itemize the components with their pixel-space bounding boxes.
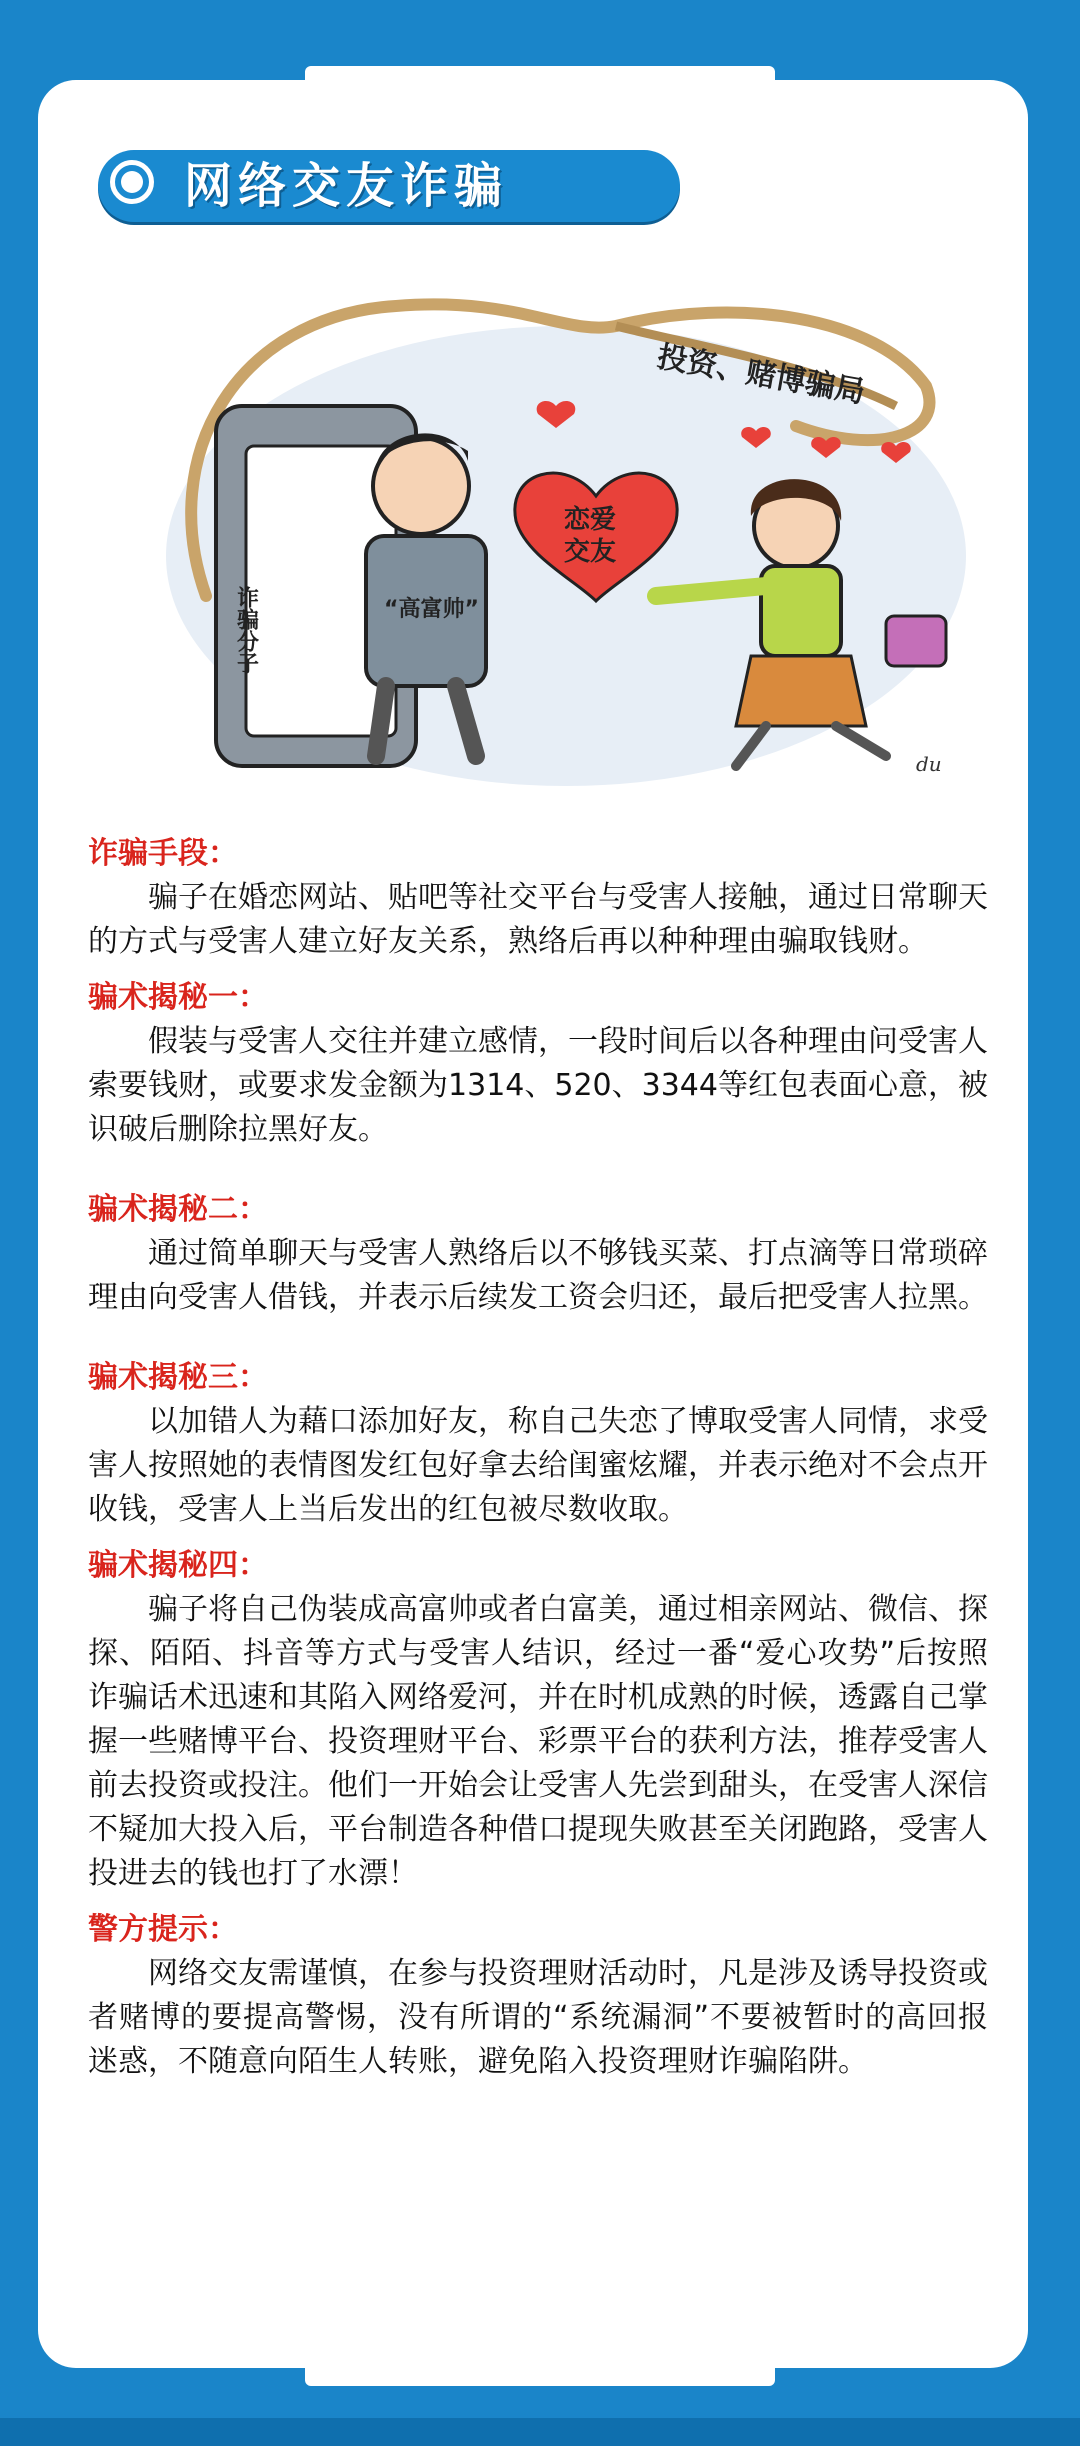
section-heading-police-tip: 警方提示： bbox=[88, 1912, 238, 1947]
cartoon-illustration bbox=[96, 256, 970, 786]
section-heading-methods: 诈骗手段： bbox=[88, 836, 238, 871]
woman-arm bbox=[656, 586, 766, 596]
section-heading-reveal-2: 骗术揭秘二： bbox=[88, 1192, 268, 1227]
section-heading-reveal-4: 骗术揭秘四： bbox=[88, 1548, 268, 1583]
section-heading-reveal-3: 骗术揭秘三： bbox=[88, 1360, 268, 1395]
section-body-reveal-3: 以加错人为藉口添加好友，称自己失恋了博取受害人同情，求受害人按照她的表情图发红包好拿去给闺蜜炫耀，并表示绝对不会点开收钱，受害人上当后发出的红包被尽数收取。 bbox=[88, 1404, 988, 1527]
content-body bbox=[88, 832, 988, 2084]
handbag bbox=[886, 616, 946, 666]
title-banner bbox=[98, 150, 680, 222]
rope-label: 投资、赌博骗局 bbox=[654, 339, 868, 411]
section-body-police-tip: 网络交友需谨慎，在参与投资理财活动时，凡是涉及诱导投资或者赌博的要提高警惕，没有所谓的“系统漏洞”不要被暂时的高回报迷惑，不随意向陌生人转账，避免陷入投资理财诈骗陷阱。 bbox=[88, 1956, 988, 2079]
scammer-label: 诈骗分子 bbox=[233, 586, 259, 674]
section-body-reveal-4: 骗子将自己伪装成高富帅或者白富美，通过相亲网站、微信、探探、陌陌、抖音等方式与受害人结识，经过一番“爱心攻势”后按照诈骗话术迅速和其陷入网络爱河，并在时机成熟的时候，透露自己掌握一些赌博平台、投资理财平台、彩票平台的获利方法，推荐受害人前去投资或投注。他们一开始会让受害人先尝到甜头，在受害人深信不疑加大投入后，平台制造各种借口提现失败甚至关闭跑路，受害人投进去的钱也打了水漂！ bbox=[88, 1592, 988, 1891]
cartoon-svg bbox=[96, 256, 970, 786]
section-heading-reveal-1: 骗术揭秘一： bbox=[88, 980, 268, 1015]
woman-skirt bbox=[736, 656, 866, 726]
section-body-methods: 骗子在婚恋网站、贴吧等社交平台与受害人接触，通过日常聊天的方式与受害人建立好友关系，熟络后再以种种理由骗取钱财。 bbox=[88, 880, 988, 959]
heart-label-1: 恋爱 bbox=[564, 505, 617, 535]
woman-shirt bbox=[761, 566, 841, 656]
phone-label: 某些婚恋类网站 bbox=[319, 456, 349, 638]
artist-signature: du bbox=[916, 752, 942, 776]
circle-bullet-icon bbox=[110, 160, 154, 204]
top-border bbox=[0, 0, 1080, 72]
section-body-reveal-1: 假装与受害人交往并建立感情，一段时间后以各种理由问受害人索要钱财，或要求发金额为1314、520、3344等红包表面心意，被识破后删除拉黑好友。 bbox=[88, 1024, 988, 1147]
shirt-label: “高富帅” bbox=[384, 597, 479, 622]
section-body-reveal-2: 通过简单聊天与受害人熟络后以不够钱买菜、打点滴等日常琐碎理由向受害人借钱，并表示后续发工资会归还，最后把受害人拉黑。 bbox=[88, 1236, 988, 1315]
page-title: 网络交友诈骗 bbox=[184, 158, 509, 214]
card-bottom-tab bbox=[305, 2352, 775, 2386]
heart-label-2: 交友 bbox=[564, 537, 617, 567]
card-top-tab bbox=[305, 66, 775, 96]
bottom-border bbox=[0, 2418, 1080, 2446]
